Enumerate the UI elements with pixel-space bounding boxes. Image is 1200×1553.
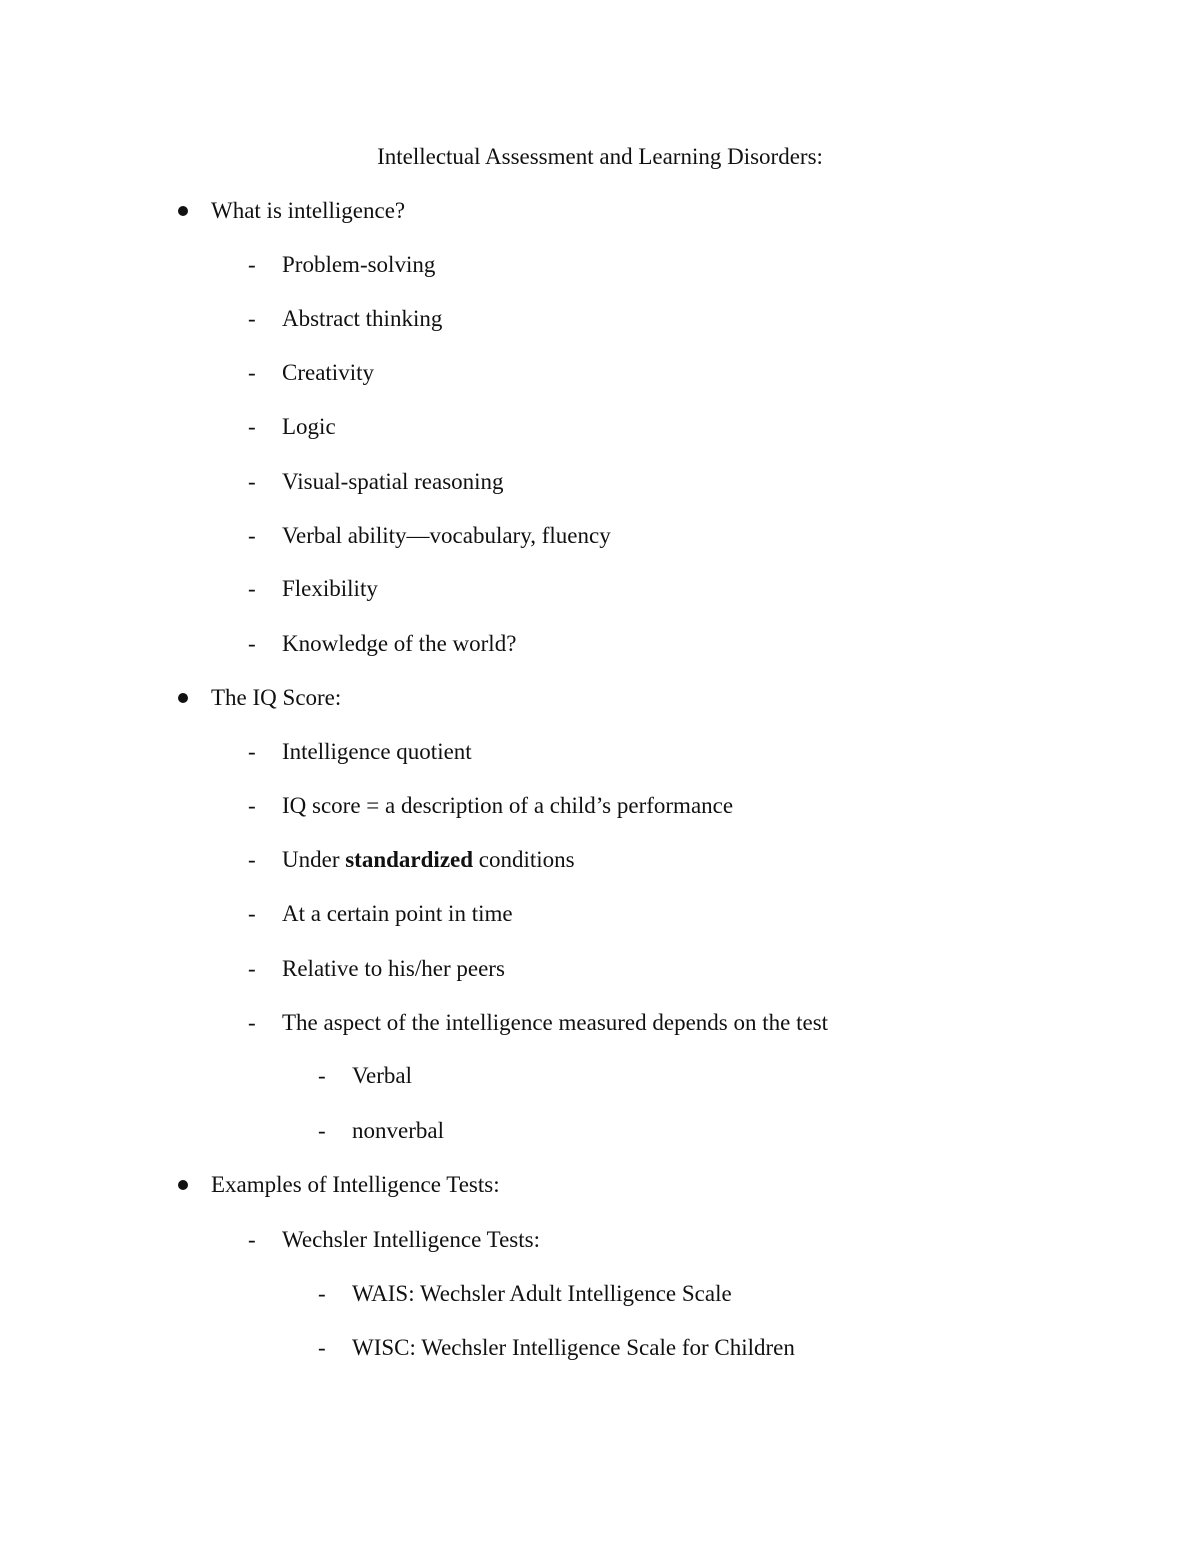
- dash-marker: -: [248, 414, 256, 439]
- dash-marker: -: [248, 1010, 256, 1035]
- dash-marker: -: [248, 306, 256, 331]
- dash-marker: -: [248, 739, 256, 764]
- bold-term: standardized: [345, 847, 474, 872]
- list-item: Problem-solving: [282, 252, 436, 277]
- dash-marker: -: [248, 576, 256, 601]
- list-item: Verbal ability—vocabulary, fluency: [282, 523, 611, 548]
- list-item: [282, 844, 575, 876]
- dash-marker: -: [248, 1227, 256, 1252]
- list-item: Abstract thinking: [282, 306, 443, 331]
- list-item: Wechsler Intelligence Tests:: [282, 1227, 540, 1252]
- dash-marker: -: [318, 1118, 326, 1143]
- dash-marker: -: [248, 469, 256, 494]
- dash-marker: -: [318, 1063, 326, 1088]
- list-item: The aspect of the intelligence measured depends on the test: [282, 1010, 829, 1035]
- dash-marker: -: [248, 523, 256, 548]
- list-item: Relative to his/her peers: [282, 956, 505, 981]
- dash-marker: -: [248, 901, 256, 926]
- sub-list-item: WAIS: Wechsler Adult Intelligence Scale: [352, 1281, 732, 1306]
- list-item: Visual-spatial reasoning: [282, 469, 504, 494]
- dash-marker: -: [318, 1335, 326, 1360]
- text-run: conditions: [473, 847, 575, 872]
- dash-marker: -: [248, 631, 256, 656]
- section-heading: The IQ Score:: [211, 685, 342, 710]
- dash-marker: -: [248, 252, 256, 277]
- sub-list-item: WISC: Wechsler Intelligence Scale for Children: [352, 1335, 795, 1360]
- document-title: Intellectual Assessment and Learning Disorders:: [377, 144, 823, 169]
- list-item: Knowledge of the world?: [282, 631, 517, 656]
- list-item: Flexibility: [282, 576, 378, 601]
- sub-list-item: nonverbal: [352, 1118, 444, 1143]
- dash-marker: -: [318, 1281, 326, 1306]
- dash-marker: -: [248, 360, 256, 385]
- sub-list-item: Verbal: [352, 1063, 413, 1088]
- dash-marker: -: [248, 847, 256, 872]
- list-item: Intelligence quotient: [282, 739, 472, 764]
- bullet-icon: [178, 206, 188, 216]
- text-run: Under: [282, 847, 346, 872]
- dash-marker: -: [248, 956, 256, 981]
- list-item: Logic: [282, 414, 336, 439]
- list-item: At a certain point in time: [282, 901, 513, 926]
- list-item: IQ score = a description of a child’s performance: [282, 793, 734, 818]
- section-heading: Examples of Intelligence Tests:: [211, 1172, 500, 1197]
- section-heading: What is intelligence?: [211, 198, 406, 223]
- bullet-icon: [178, 1180, 188, 1190]
- bullet-icon: [178, 693, 188, 703]
- dash-marker: -: [248, 793, 256, 818]
- list-item: Creativity: [282, 360, 374, 385]
